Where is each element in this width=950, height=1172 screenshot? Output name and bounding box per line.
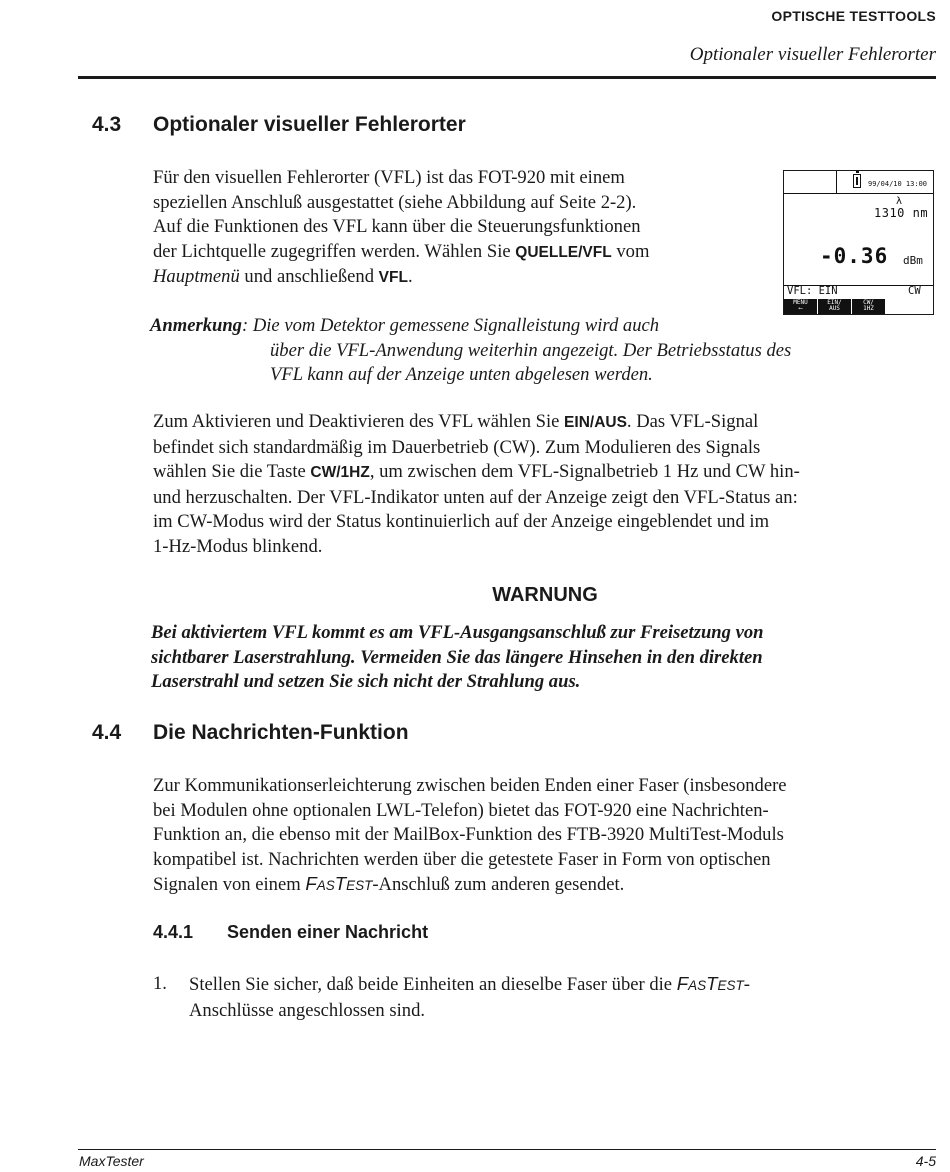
display-mode: CW (908, 285, 921, 297)
section-number: 4.3 (92, 113, 122, 136)
header-rule (78, 76, 936, 79)
text-line: bei Modulen ohne optionalen LWL-Telefon) bietet das FOT-920 eine Nachrichten- (153, 799, 769, 821)
text-line: und herzuschalten. Der VFL-Indikator unten auf der Anzeige zeigt den VFL-Status an: (153, 486, 798, 508)
footer-product: MaxTester (79, 1153, 144, 1169)
text-line: Zum Aktivieren und Deaktivieren des VFL wählen Sie EIN/AUS. Das VFL-Signal (153, 411, 759, 432)
command-ein-aus: EIN/AUS (564, 414, 627, 431)
section-title: Optionaler visueller Fehlerorter (153, 113, 466, 136)
note-line: VFL kann auf der Anzeige unten abgelesen werden. (270, 364, 653, 386)
text-line: kompatibel ist. Nachrichten werden über die getestete Faser in Form von optischen (153, 848, 771, 870)
device-display-figure (783, 170, 934, 315)
subsection-number: 4.4.1 (153, 922, 194, 942)
display-vfl-status: VFL: EIN (787, 285, 838, 297)
fastest-brand: FASTEST (305, 873, 373, 895)
footer-page-number: 4-5 (915, 1153, 936, 1169)
step-number: 1. (153, 973, 167, 994)
subsection-title: Senden einer Nachricht (227, 922, 429, 942)
text-line: Auf die Funktionen des VFL kann über die Steuerungsfunktionen (153, 216, 641, 238)
nachrichten-paragraph (153, 774, 943, 899)
text-line: speziellen Anschluß ausgestattet (siehe Abbildung auf Seite 2-2). (153, 191, 637, 213)
footer-rule (78, 1149, 936, 1150)
text-line: der Lichtquelle zugegriffen werden. Wählen Sie QUELLE/VFL vom (153, 240, 650, 262)
command-quelle-vfl: QUELLE/VFL (515, 243, 612, 261)
warning-line: sichtbarer Laserstrahlung. Vermeiden Sie das längere Hinsehen in den direkten (151, 646, 763, 668)
display-rule (784, 193, 933, 194)
note-label: Anmerkung (150, 315, 242, 336)
command-cw-1hz: CW/1HZ (310, 464, 370, 482)
warning-line: Laserstrahl und setzen Sie sich nicht der Strahlung aus. (151, 671, 581, 693)
text-line: Für den visuellen Fehlerorter (VFL) ist das FOT-920 mit einem (153, 167, 625, 188)
section-heading-4-3 (92, 113, 466, 137)
softkey-ein-aus[interactable]: EIN/ AUS (818, 299, 851, 314)
section-title: Die Nachrichten-Funktion (153, 721, 409, 744)
display-wavelength: 1310 nm (874, 206, 929, 220)
command-vfl: VFL (378, 269, 408, 287)
text-line: Funktion an, die ebenso mit der MailBox-Funktion des FTB-3920 MultiTest-Moduls (153, 824, 784, 846)
softkey-bar (784, 299, 886, 314)
warning-title: WARNUNG (492, 584, 598, 606)
running-header-chapter (771, 8, 936, 24)
menu-reference: Hauptmenü (153, 266, 240, 288)
text-line: befindet sich standardmäßig im Dauerbetrieb (CW). Zum Modulieren des Signals (153, 436, 761, 458)
display-divider (836, 171, 837, 193)
running-header-section: Optionaler visueller Fehlerorter (689, 44, 936, 65)
text-line: Hauptmenü und anschließend VFL. (153, 266, 413, 288)
warning-line: Bei aktiviertem VFL kommt es am VFL-Ausgangsanschluß zur Freisetzung von (151, 622, 764, 643)
display-power-value: -0.36 (820, 244, 889, 268)
subsection-heading-4-4-1 (153, 922, 428, 943)
note-block (150, 314, 791, 388)
text-line: Signalen von einem FASTEST-Anschluß zum anderen gesendet. (153, 873, 625, 896)
text-line: Zur Kommunikationserleichterung zwischen beiden Enden einer Faser (insbesondere (153, 775, 787, 796)
section-number: 4.4 (92, 721, 122, 744)
note-line: über die VFL-Anwendung weiterhin angezeigt. Der Betriebsstatus des (270, 339, 792, 361)
intro-paragraph (153, 166, 773, 291)
softkey-menu[interactable]: MENU ⟵ (784, 299, 817, 314)
text-line: 1-Hz-Modus blinkend. (153, 535, 323, 557)
softkey-cw-1hz[interactable]: CW/ 1HZ (852, 299, 885, 314)
display-power-unit: dBm (903, 254, 923, 267)
list-item (153, 972, 750, 1023)
note-line: Anmerkung: Die vom Detektor gemessene Signalleistung wird auch (150, 315, 660, 336)
warning-text (151, 621, 941, 695)
lambda-symbol: λ (896, 196, 903, 207)
display-date-time: 99/04/10 13:00 (868, 180, 928, 188)
text-line: wählen Sie die Taste CW/1HZ, um zwischen dem VFL-Signalbetrieb 1 Hz und CW hin- (153, 461, 800, 483)
text-line: im CW-Modus wird der Status kontinuierlich auf der Anzeige eingeblendet und im (153, 511, 770, 533)
chapter-title: OPTISCHE TESTTOOLS (771, 8, 936, 24)
fastest-brand: FASTEST (676, 973, 744, 994)
vfl-operation-paragraph (153, 410, 943, 560)
step-text: Stellen Sie sicher, daß beide Einheiten an dieselbe Faser über die FASTEST- Anschlüsse angeschlossen sind. (189, 973, 750, 1021)
section-heading-4-4 (92, 721, 409, 745)
battery-icon (853, 174, 861, 188)
